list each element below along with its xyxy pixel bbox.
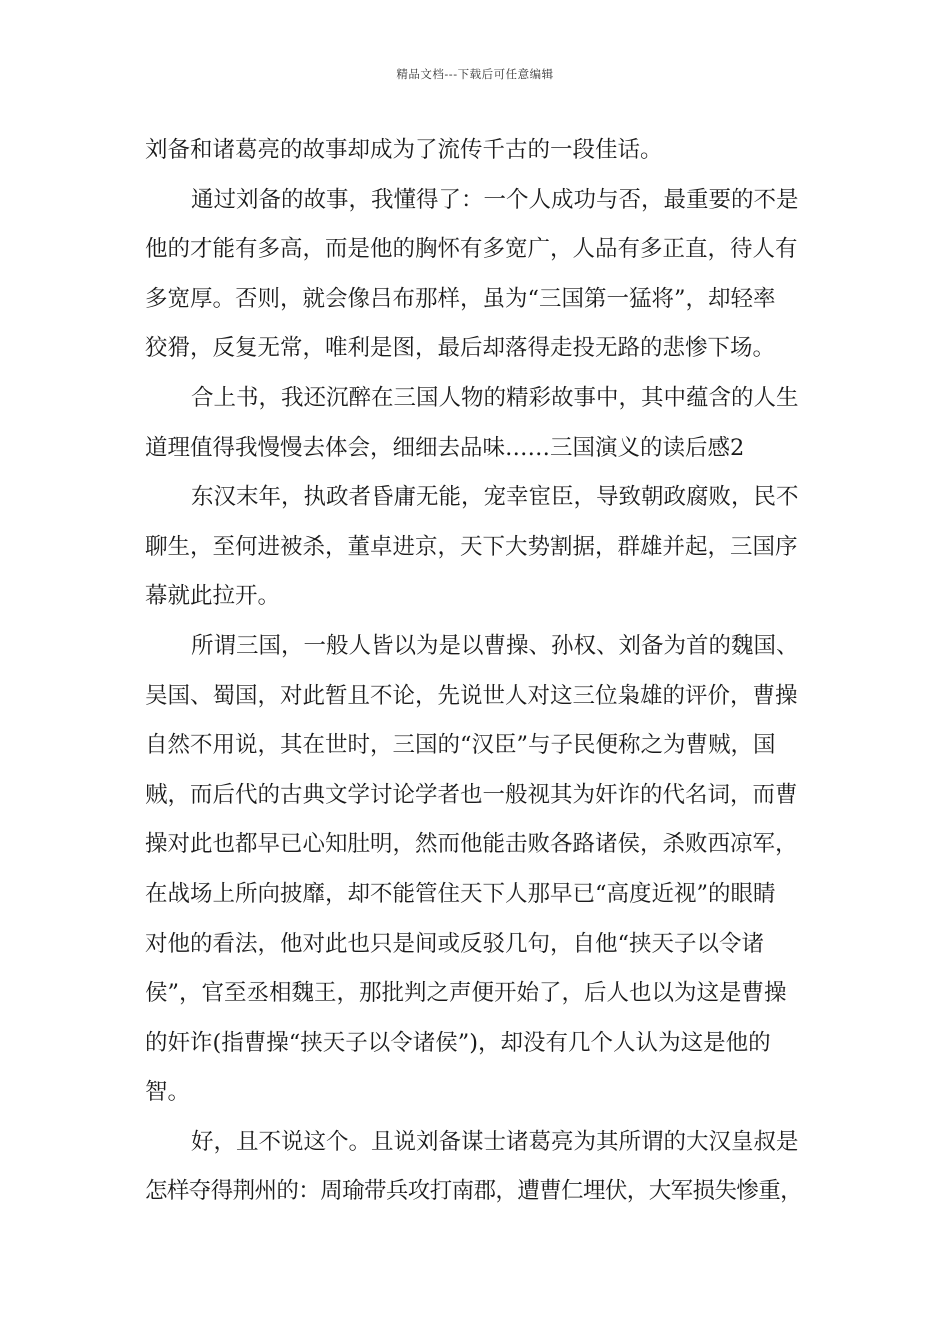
text-line: 怎样夺得荆州的：周瑜带兵攻打南郡，遭曹仁埋伏，大军损失惨重， [145, 1178, 803, 1205]
text-line: 所谓三国，一般人皆以为是以曹操、孙权、刘备为首的魏国、 [191, 632, 799, 659]
text-line: 智。 [145, 1079, 191, 1106]
text-line: 狡猾，反复无常，唯利是图，最后却落得走投无路的悲惨下场。 [145, 335, 776, 362]
text-line: 好，且不说这个。且说刘备谋士诸葛亮为其所谓的大汉皇叔是 [191, 1128, 799, 1155]
text-line: 操对此也都早已心知肚明，然而他能击败各路诸侯，杀败西凉军， [145, 831, 798, 858]
text-line: 他的才能有多高，而是他的胸怀有多宽广，人品有多正直，待人有 [145, 236, 798, 263]
text-line: 自然不用说，其在世时，三国的“汉臣”与子民便称之为曹贼，国 [145, 732, 776, 759]
text-line: 道理值得我慢慢去体会，细细去品味……三国演义的读后感2 [145, 434, 745, 461]
text-line: 通过刘备的故事，我懂得了：一个人成功与否，最重要的不是 [191, 186, 799, 213]
text-line: 吴国、蜀国，对此暂且不论，先说世人对这三位枭雄的评价，曹操 [145, 682, 798, 709]
text-line: 聊生，至何进被杀，董卓进京，天下大势割据，群雄并起，三国序 [145, 533, 798, 560]
text-line: 东汉末年，执政者昏庸无能，宠幸宦臣，导致朝政腐败，民不 [191, 484, 799, 511]
text-line: 幕就此拉开。 [145, 583, 281, 610]
text-line: 多宽厚。否则，就会像吕布那样，虽为“三国第一猛将”，却轻率 [145, 285, 776, 312]
text-line: 的奸诈(指曹操“挟天子以令诸侯”)，却没有几个人认为这是他的 [145, 1029, 771, 1056]
text-line: 在战场上所向披靡，却不能管住天下人那早已“高度近视”的眼睛 [145, 880, 776, 907]
body-text [145, 130, 810, 1221]
page-header: 精品文档---下载后可任意编辑 [396, 67, 554, 81]
text-line: 刘备和诸葛亮的故事却成为了流传千古的一段佳话。 [145, 137, 663, 163]
text-line: 侯”，官至丞相魏王，那批判之声便开始了，后人也以为这是曹操 [145, 980, 787, 1007]
text-line: 对他的看法，他对此也只是间或反驳几句，自他“挟天子以令诸 [145, 930, 765, 957]
text-line: 贼，而后代的古典文学讨论学者也一般视其为奸诈的代名词，而曹 [145, 781, 798, 808]
text-line: 合上书，我还沉醉在三国人物的精彩故事中，其中蕴含的人生 [191, 384, 799, 411]
